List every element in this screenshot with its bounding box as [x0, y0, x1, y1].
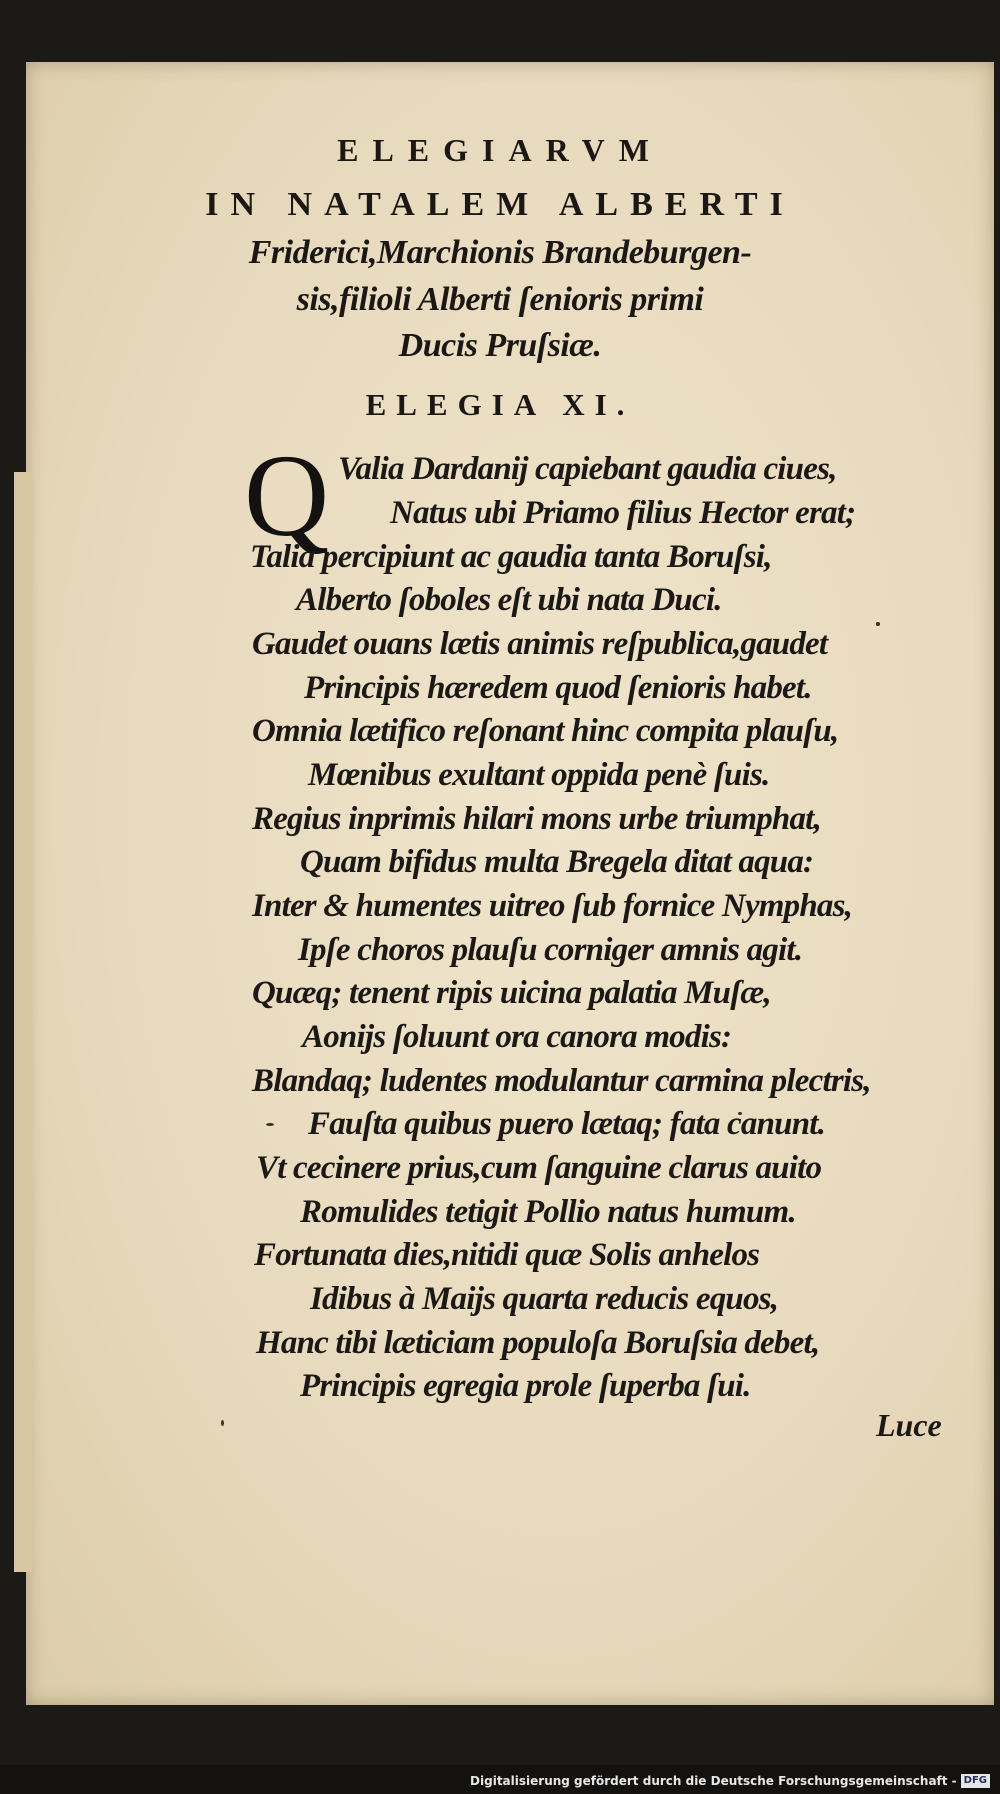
verse-line: Principis hæredem quod ſenioris habet.	[304, 670, 812, 706]
poem-title-line: IN NATALEM ALBERTI	[205, 186, 795, 223]
verse-line: Blandaq; ludentes modulantur carmina plectris,	[252, 1063, 871, 1099]
digitization-credit	[470, 1772, 990, 1790]
verse-line: Idibus à Maijs quarta reducis equos,	[310, 1281, 779, 1317]
verse-line: Omnia lætifico reſonant hinc compita plauſu,	[252, 713, 839, 749]
verse-line: Vt cecinere prius,cum ſanguine clarus auito	[256, 1150, 822, 1186]
ink-speck	[266, 1123, 274, 1126]
verse-line: Alberto ſoboles eſt ubi nata Duci.	[296, 582, 722, 618]
verse-line: Inter & humentes uitreo ſub fornice Nymphas,	[252, 888, 853, 924]
verse-line: Romulides tetigit Pollio natus humum.	[300, 1194, 796, 1230]
poem-title-line: Ducis Pruſsiæ.	[398, 327, 602, 364]
catchword: Luce	[876, 1407, 942, 1443]
verse-line: Hanc tibi læticiam populoſa Boruſsia debet,	[256, 1325, 820, 1361]
verse-line: Ipſe choros plauſu corniger amnis agit.	[298, 932, 803, 968]
verse-line: Fortunata dies,nitidi quæ Solis anhelos	[254, 1237, 760, 1273]
verse-line: Regius inprimis hilari mons urbe triumphat,	[252, 801, 821, 837]
dfg-logo: DFG	[961, 1774, 990, 1788]
credit-text: Digitalisierung gefördert durch die Deutsche Forschungsgemeinschaft -	[470, 1774, 957, 1788]
series-title: ELEGIARVM	[337, 132, 663, 168]
verse-line: Valia Dardanij capiebant gaudia ciues,	[338, 451, 837, 487]
verse-line: Natus ubi Priamo filius Hector erat;	[390, 495, 856, 531]
verse-line: Mœnibus exultant oppida penè ſuis.	[308, 757, 770, 793]
drop-cap: Q	[244, 430, 330, 561]
elegy-number: ELEGIA XI.	[365, 387, 635, 422]
verse-line: Quam bifidus multa Bregela ditat aqua:	[300, 844, 814, 880]
verse-line: Fauſta quibus puero lætaq; fata canunt.	[308, 1106, 826, 1142]
verse-line: Gaudet ouans lætis animis reſpublica,gaudet	[252, 626, 828, 662]
ink-speck	[876, 622, 880, 626]
verse-line: Quæq; tenent ripis uicina palatia Muſæ,	[252, 975, 771, 1011]
verse-line: Principis egregia prole ſuperba ſui.	[300, 1368, 751, 1404]
poem-title-line: sis,filioli Alberti ſenioris primi	[296, 281, 704, 318]
verse-line: Talia percipiunt ac gaudia tanta Boruſsi,	[250, 539, 772, 575]
poem-title-line: Friderici,Marchionis Brandeburgen-	[248, 234, 752, 271]
ink-speck	[221, 1420, 224, 1426]
verse-line: Aonijs ſoluunt ora canora modis:	[302, 1019, 732, 1055]
